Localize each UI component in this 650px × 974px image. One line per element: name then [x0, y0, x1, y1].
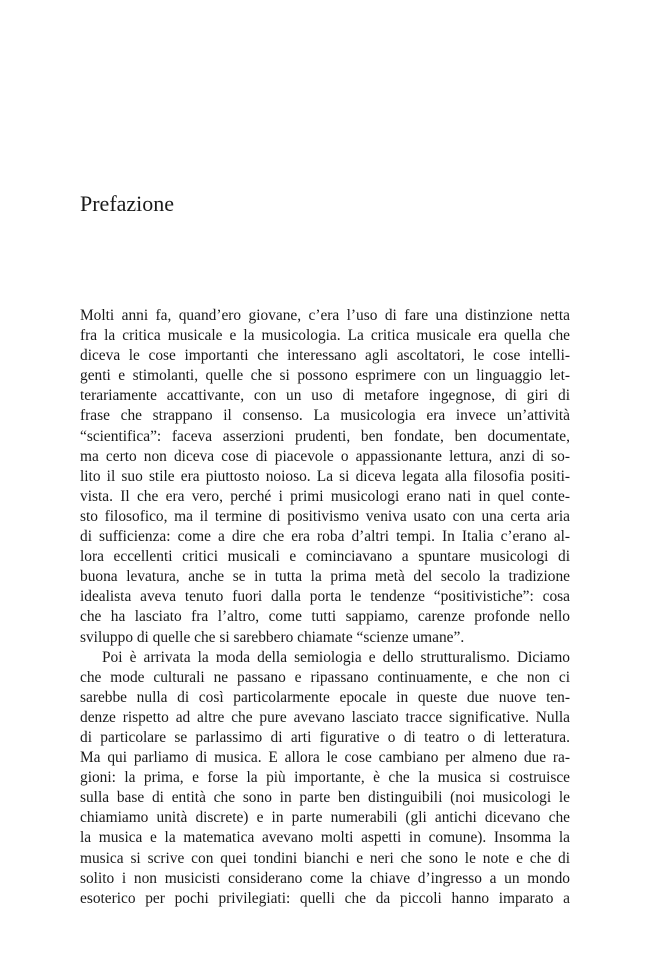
text-line: sulla base di entità che sono in parte ben distinguibili (noi musicologi le — [80, 789, 570, 807]
text-line: la musica e la matematica avevano molti aspetti in comune). Insomma la — [80, 829, 570, 847]
text-line: sviluppo di quelle che si sarebbero chiamate “scienze umane”. — [80, 628, 465, 646]
text-line: lora eccellenti critici musicali e cominciavano a spuntare musicologi di — [80, 548, 570, 566]
text-line: idealista aveva tenuto fuori dalla porta le tendenze “positivistiche”: cosa — [80, 588, 570, 606]
text-line: genti e stimolanti, quelle che si possono esprimere con un linguaggio let- — [80, 367, 570, 385]
text-line: di sufficienza: come a dire che era roba d’altri tempi. In Italia c’erano al- — [80, 528, 570, 546]
text-line: gioni: la prima, e forse la più importante, è che la musica si costruisce — [80, 769, 570, 787]
text-line: fra la critica musicale e la musicologia. La critica musicale era quella che — [80, 327, 570, 345]
text-line: chiamiamo unità discrete) e in parte numerabili (gli antichi dicevano che — [80, 809, 570, 827]
text-line: denze rispetto ad altre che pure avevano lasciato tracce significative. Nulla — [80, 708, 570, 726]
text-line: Poi è arrivata la moda della semiologia e dello strutturalismo. Diciamo — [102, 648, 570, 666]
text-line: terariamente accattivante, con un uso di metafore ingegnose, di giri di — [80, 387, 570, 405]
body-text — [80, 306, 570, 909]
text-line: frase che strappano il consenso. La musicologia era invece un’attività — [80, 407, 570, 425]
text-line: sto filosofico, ma il termine di positivismo veniva usato con una certa aria — [80, 507, 570, 525]
text-line: vista. Il che era vero, perché i primi musicologi erano nati in quel conte- — [80, 487, 570, 505]
text-line: Ma qui parliamo di musica. E allora le cose cambiano per almeno due ra- — [80, 749, 570, 767]
text-line: solito i non musicisti considerano come la chiave d’ingresso a un mondo — [80, 869, 570, 887]
paragraph — [80, 648, 570, 909]
text-line: ma certo non diceva cose di piacevole o appassionante lettura, anzi di so- — [80, 447, 570, 465]
paragraph — [80, 306, 570, 648]
text-line: diceva le cose importanti che interessano agli ascoltatori, le cose intelli- — [80, 347, 570, 365]
text-line: lito il suo stile era piuttosto noioso. La si diceva legata alla filosofia positi- — [80, 467, 570, 485]
text-line: di particolare se parlassimo di arti figurative o di teatro o di letteratura. — [80, 728, 570, 746]
text-line: “scientifica”: faceva asserzioni prudenti, ben fondate, ben documentate, — [80, 427, 570, 445]
text-line: esoterico per pochi privilegiati: quelli che da piccoli hanno imparato a — [80, 889, 570, 907]
text-line: che ha lasciato fra l’altro, come tutti sappiamo, carenze profonde nello — [80, 608, 570, 626]
text-line: musica si scrive con quei tondini bianchi e neri che sono le note e che di — [80, 849, 570, 867]
text-line: che mode culturali ne passano e ripassano continuamente, e che non ci — [80, 668, 570, 686]
chapter-title: Prefazione — [80, 191, 175, 216]
text-line: Molti anni fa, quand’ero giovane, c’era l’uso di fare una distinzione netta — [80, 307, 570, 324]
text-line: buona levatura, anche se in tutta la prima metà del secolo la tradizione — [80, 568, 570, 586]
text-line: sarebbe nulla di così particolarmente epocale in queste due nuove ten- — [80, 688, 570, 706]
